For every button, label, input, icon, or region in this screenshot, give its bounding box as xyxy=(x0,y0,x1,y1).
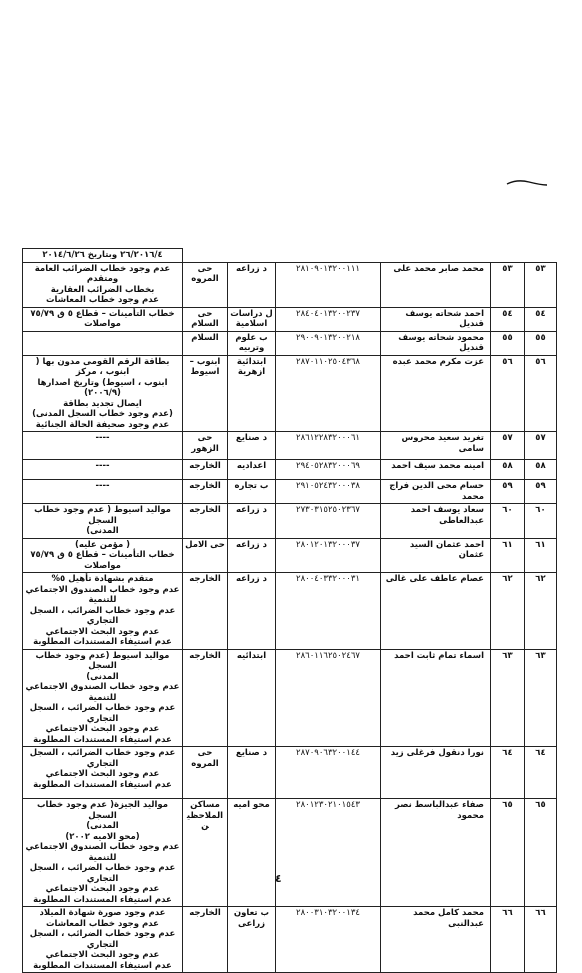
national-id-cell: ۲۸۱۰۹۰۱۳۲۰۰۱١١ xyxy=(276,262,381,307)
name-cell: سعاد يوسف احمد عبدالعاطى xyxy=(381,504,491,539)
national-id-cell: ۲۹١۰٥۲٤۳۲۰۰۰۳۸ xyxy=(276,480,381,504)
seq-cell: ٦٢ xyxy=(525,573,557,650)
table-row xyxy=(23,649,557,747)
qualification-cell: ب تجاره xyxy=(228,480,276,504)
header-date-note: ۲۰۱٦/٤/۲٦ وبتاريخ ۲۰١٤/٦/۲٦ xyxy=(23,249,183,263)
note-line: مواليد اسيوط ( عدم وجود خطاب السجل xyxy=(34,505,171,526)
notes-cell xyxy=(23,538,183,573)
area-cell: ابنوب – اسيوط xyxy=(183,355,228,432)
header-blank-cell xyxy=(183,249,557,263)
name-cell: اسماء تمام ثابت احمد xyxy=(381,649,491,747)
national-id-cell: ۲۸۰١۲۰١۳۲۰۰۰۳۷ xyxy=(276,538,381,573)
name-cell: امينه محمد سيف احمد xyxy=(381,460,491,480)
note-line: مواليد اسيوط (عدم وجود خطاب السجل xyxy=(35,650,170,671)
note-line: عدم استيفاء المستندات المطلوبة xyxy=(33,960,172,971)
code-cell: ٦١ xyxy=(491,538,525,573)
note-line: عدم وجود البحث الاجتماعي xyxy=(45,769,160,779)
table-row xyxy=(23,538,557,573)
note-line: بطاقة الرقم القومى مدون بها ( ابنوب ، مركز xyxy=(35,356,170,377)
note-line: ابنوب ، اسيوط) وتاريخ اصدارها (٢٠٠٦/٩) xyxy=(37,377,168,398)
handwritten-dash-mark xyxy=(505,178,549,188)
code-cell: ٥٥ xyxy=(491,331,525,355)
note-line: ايصال تجديد بطاقة xyxy=(63,398,142,409)
seq-cell: ٥٥ xyxy=(525,331,557,355)
area-cell: الخارجه xyxy=(183,649,228,747)
area-cell: حى المروه xyxy=(183,747,228,799)
name-cell: حسام محى الدين فراج محمد xyxy=(381,480,491,504)
national-id-cell: ۲۸٦١۲۲۸۳۲۰۰۰٦١ xyxy=(276,432,381,460)
code-cell: ٦٥ xyxy=(491,799,525,907)
code-cell: ٥٧ xyxy=(491,432,525,460)
note-line: عدم وجود خطاب الضرائب ، السجل التجاري xyxy=(29,748,176,769)
qualification-cell: د زراعه xyxy=(228,573,276,650)
seq-cell: ٥٣ xyxy=(525,262,557,307)
name-cell: عزت مكرم محمد عبده xyxy=(381,355,491,432)
qualification-cell: ب علوم وتربيه xyxy=(228,331,276,355)
note-line: ---- xyxy=(95,433,110,443)
qualification-cell: ل دراسات اسلامية xyxy=(228,307,276,331)
name-cell: نورا دنقول فرغلى زيد xyxy=(381,747,491,799)
note-line: بخطاب الضرائب العقارية xyxy=(50,284,155,295)
area-cell: الخارجه xyxy=(183,907,228,973)
note-line: عدم وجود البحث الاجتماعي xyxy=(45,884,160,894)
note-line: ---- xyxy=(95,461,110,471)
table-row xyxy=(23,573,557,650)
note-line: (عدم وجود خطاب السجل المدنى) xyxy=(32,409,173,419)
notes-cell xyxy=(23,331,183,355)
name-cell: عصام عاطف على غالى xyxy=(381,573,491,650)
table-body xyxy=(23,249,557,973)
note-line: مواصلات xyxy=(84,560,121,571)
national-id-cell: ۲۸٤۰٤۰۱۳۲۰۰۲۳۷ xyxy=(276,307,381,331)
table-row xyxy=(23,460,557,480)
table-row xyxy=(23,480,557,504)
code-cell: ٥٦ xyxy=(491,355,525,432)
code-cell: ٥٨ xyxy=(491,460,525,480)
note-line: عدم استيفاء المستندات المطلوبة xyxy=(33,734,172,745)
qualification-cell: ب تعاون زراعى xyxy=(228,907,276,973)
note-line: متقدم بشهادة تأهيل ٥% xyxy=(51,574,154,584)
notes-cell xyxy=(23,355,183,432)
note-line: المدنى) xyxy=(86,526,119,536)
note-line: عدم استيفاء المستندات المطلوبة xyxy=(33,637,172,647)
national-id-cell: ۲۸٦۰١١٦۲٥۰۲٤٦۷ xyxy=(276,649,381,747)
note-line: المدنى) xyxy=(86,821,119,831)
table-row xyxy=(23,907,557,973)
code-cell: ٦۰ xyxy=(491,504,525,539)
seq-cell: ٦۰ xyxy=(525,504,557,539)
table-row xyxy=(23,331,557,355)
code-cell: ٥٣ xyxy=(491,262,525,307)
note-line: عدم وجود خطاب الصندوق الاجتماعي للتنمية xyxy=(25,842,180,863)
note-line: مواليد الجيزة( عدم وجود خطاب السجل xyxy=(37,800,168,821)
name-cell: محمد كامل محمد عبدالنبى xyxy=(381,907,491,973)
seq-cell: ٥٦ xyxy=(525,355,557,432)
notes-cell xyxy=(23,747,183,799)
note-line: عدم وجود خطاب الضرائب ، السجل التجاري xyxy=(29,605,176,626)
table-row xyxy=(23,355,557,432)
seq-cell: ٦٥ xyxy=(525,799,557,907)
area-cell: الخارجه xyxy=(183,504,228,539)
note-line: عدم وجود صحيفة الحالة الجنائية xyxy=(35,419,170,430)
national-id-cell: ۲۸۰١۲۳۰۲١۰١٥٤۳ xyxy=(276,799,381,907)
national-id-cell: ۲۹٤۰٥۲۸۳۲۰۰۰٦۹ xyxy=(276,460,381,480)
applicants-table xyxy=(22,248,557,973)
seq-cell: ٦۳ xyxy=(525,649,557,747)
qualification-cell: ابتدائية ازهرية xyxy=(228,355,276,432)
table-row xyxy=(23,504,557,539)
header-note-row xyxy=(23,249,557,263)
note-line: عدم وجود البحث الاجتماعي xyxy=(45,724,160,734)
note-line: عدم وجود خطاب المعاشات xyxy=(46,295,159,305)
qualification-cell: ابتدائيه xyxy=(228,649,276,747)
notes-cell xyxy=(23,480,183,504)
notes-cell xyxy=(23,573,183,650)
seq-cell: ٥٤ xyxy=(525,307,557,331)
name-cell: محمد صابر محمد على xyxy=(381,262,491,307)
note-line: عدم استيفاء المستندات المطلوبة xyxy=(33,894,172,905)
area-cell: مساكن الملاحظين xyxy=(183,799,228,907)
national-id-cell: ۲۸۷۰۹۰٦۳۲۰۰١٤٤ xyxy=(276,747,381,799)
name-cell: احمد عثمان السيد عثمان xyxy=(381,538,491,573)
note-line: مواصلات xyxy=(84,319,121,329)
notes-cell xyxy=(23,432,183,460)
note-line: (محو الاميه ٢٠٠٢) xyxy=(65,831,140,842)
qualification-cell: د زراعه xyxy=(228,262,276,307)
table-row xyxy=(23,432,557,460)
seq-cell: ٥٩ xyxy=(525,480,557,504)
note-line: عدم وجود خطاب الصندوق الاجتماعي للتنمية xyxy=(25,682,180,703)
table-row xyxy=(23,747,557,799)
code-cell: ٦۳ xyxy=(491,649,525,747)
national-id-cell: ۲۸۷۰١١۰۲٥۰٤۳٦۸ xyxy=(276,355,381,432)
area-cell: السلام xyxy=(183,331,228,355)
area-cell: حى الزهور xyxy=(183,432,228,460)
notes-cell xyxy=(23,307,183,331)
seq-cell: ٦١ xyxy=(525,538,557,573)
qualification-cell: د زراعه xyxy=(228,504,276,539)
note-line: ( مؤمن عليه) xyxy=(74,539,131,550)
qualification-cell: اعداديه xyxy=(228,460,276,480)
code-cell: ٥٤ xyxy=(491,307,525,331)
page-number: ٤ xyxy=(275,872,282,885)
note-line: خطاب التأمينات – قطاع ٥ ق ٧٥/٧٩ xyxy=(30,550,175,560)
notes-cell xyxy=(23,649,183,747)
area-cell: الخارجه xyxy=(183,573,228,650)
notes-cell xyxy=(23,799,183,907)
code-cell: ٦٢ xyxy=(491,573,525,650)
area-cell: حى السلام xyxy=(183,307,228,331)
seq-cell: ٥٧ xyxy=(525,432,557,460)
note-line: المدنى) xyxy=(86,671,119,682)
national-id-cell: ۲۹۰۰۹۰۱۳۲۰۰۲۱۸ xyxy=(276,331,381,355)
name-cell: محمود شحاته يوسف قنديل xyxy=(381,331,491,355)
qualification-cell: د صنايع xyxy=(228,747,276,799)
note-line: عدم وجود البحث الاجتماعي xyxy=(45,626,160,637)
area-cell: الخارجه xyxy=(183,460,228,480)
table-row xyxy=(23,262,557,307)
name-cell: احمد شحاته يوسف قنديل xyxy=(381,307,491,331)
note-line: عدم وجود خطاب الضرائب العامة ومتقدم xyxy=(34,263,171,284)
note-line: خطاب التأمينات – قطاع ٥ ق ٧٥/٧٩ xyxy=(30,308,175,319)
code-cell: ٦٦ xyxy=(491,907,525,973)
code-cell: ٦٤ xyxy=(491,747,525,799)
qualification-cell: د زراعه xyxy=(228,538,276,573)
national-id-cell: ۲۷۳۰۳١٥۲٥۰۲۳٦۷ xyxy=(276,504,381,539)
national-id-cell: ۲۸۰۰٤۰۳۳۲۰۰۰۳١ xyxy=(276,573,381,650)
national-id-cell: ۲۸۰۰۳١۰۳۲۰۰١۳٤ xyxy=(276,907,381,973)
qualification-cell: محو اميه xyxy=(228,799,276,907)
area-cell: الخارجه xyxy=(183,480,228,504)
note-line: عدم استيفاء المستندات المطلوبة xyxy=(33,779,172,790)
name-cell: تغريد سعيد محروس سامى xyxy=(381,432,491,460)
note-line: ---- xyxy=(95,481,110,491)
notes-cell xyxy=(23,460,183,480)
note-line: عدم وجود خطاب الضرائب ، السجل التجاري xyxy=(29,863,176,884)
note-line: عدم وجود خطاب الصندوق الاجتماعي للتنمية xyxy=(25,584,180,605)
table-row xyxy=(23,307,557,331)
table-row xyxy=(23,799,557,907)
note-line: عدم وجود خطاب المعاشات xyxy=(46,918,159,929)
area-cell: حى الامل xyxy=(183,538,228,573)
notes-cell xyxy=(23,262,183,307)
seq-cell: ٦٤ xyxy=(525,747,557,799)
note-line: عدم وجود صورة شهادة الميلاد xyxy=(39,908,166,918)
note-line: عدم وجود خطاب الضرائب ، السجل التجاري xyxy=(29,703,176,724)
code-cell: ٥٩ xyxy=(491,480,525,504)
name-cell: صفاء عبدالباسط نصر محمود xyxy=(381,799,491,907)
seq-cell: ٥٨ xyxy=(525,460,557,480)
note-line: عدم وجود البحث الاجتماعي xyxy=(45,950,160,960)
area-cell: حى المروه xyxy=(183,262,228,307)
notes-cell xyxy=(23,504,183,539)
seq-cell: ٦٦ xyxy=(525,907,557,973)
qualification-cell: د صنايع xyxy=(228,432,276,460)
notes-cell xyxy=(23,907,183,973)
note-line: عدم وجود خطاب الضرائب ، السجل التجاري xyxy=(29,929,176,950)
